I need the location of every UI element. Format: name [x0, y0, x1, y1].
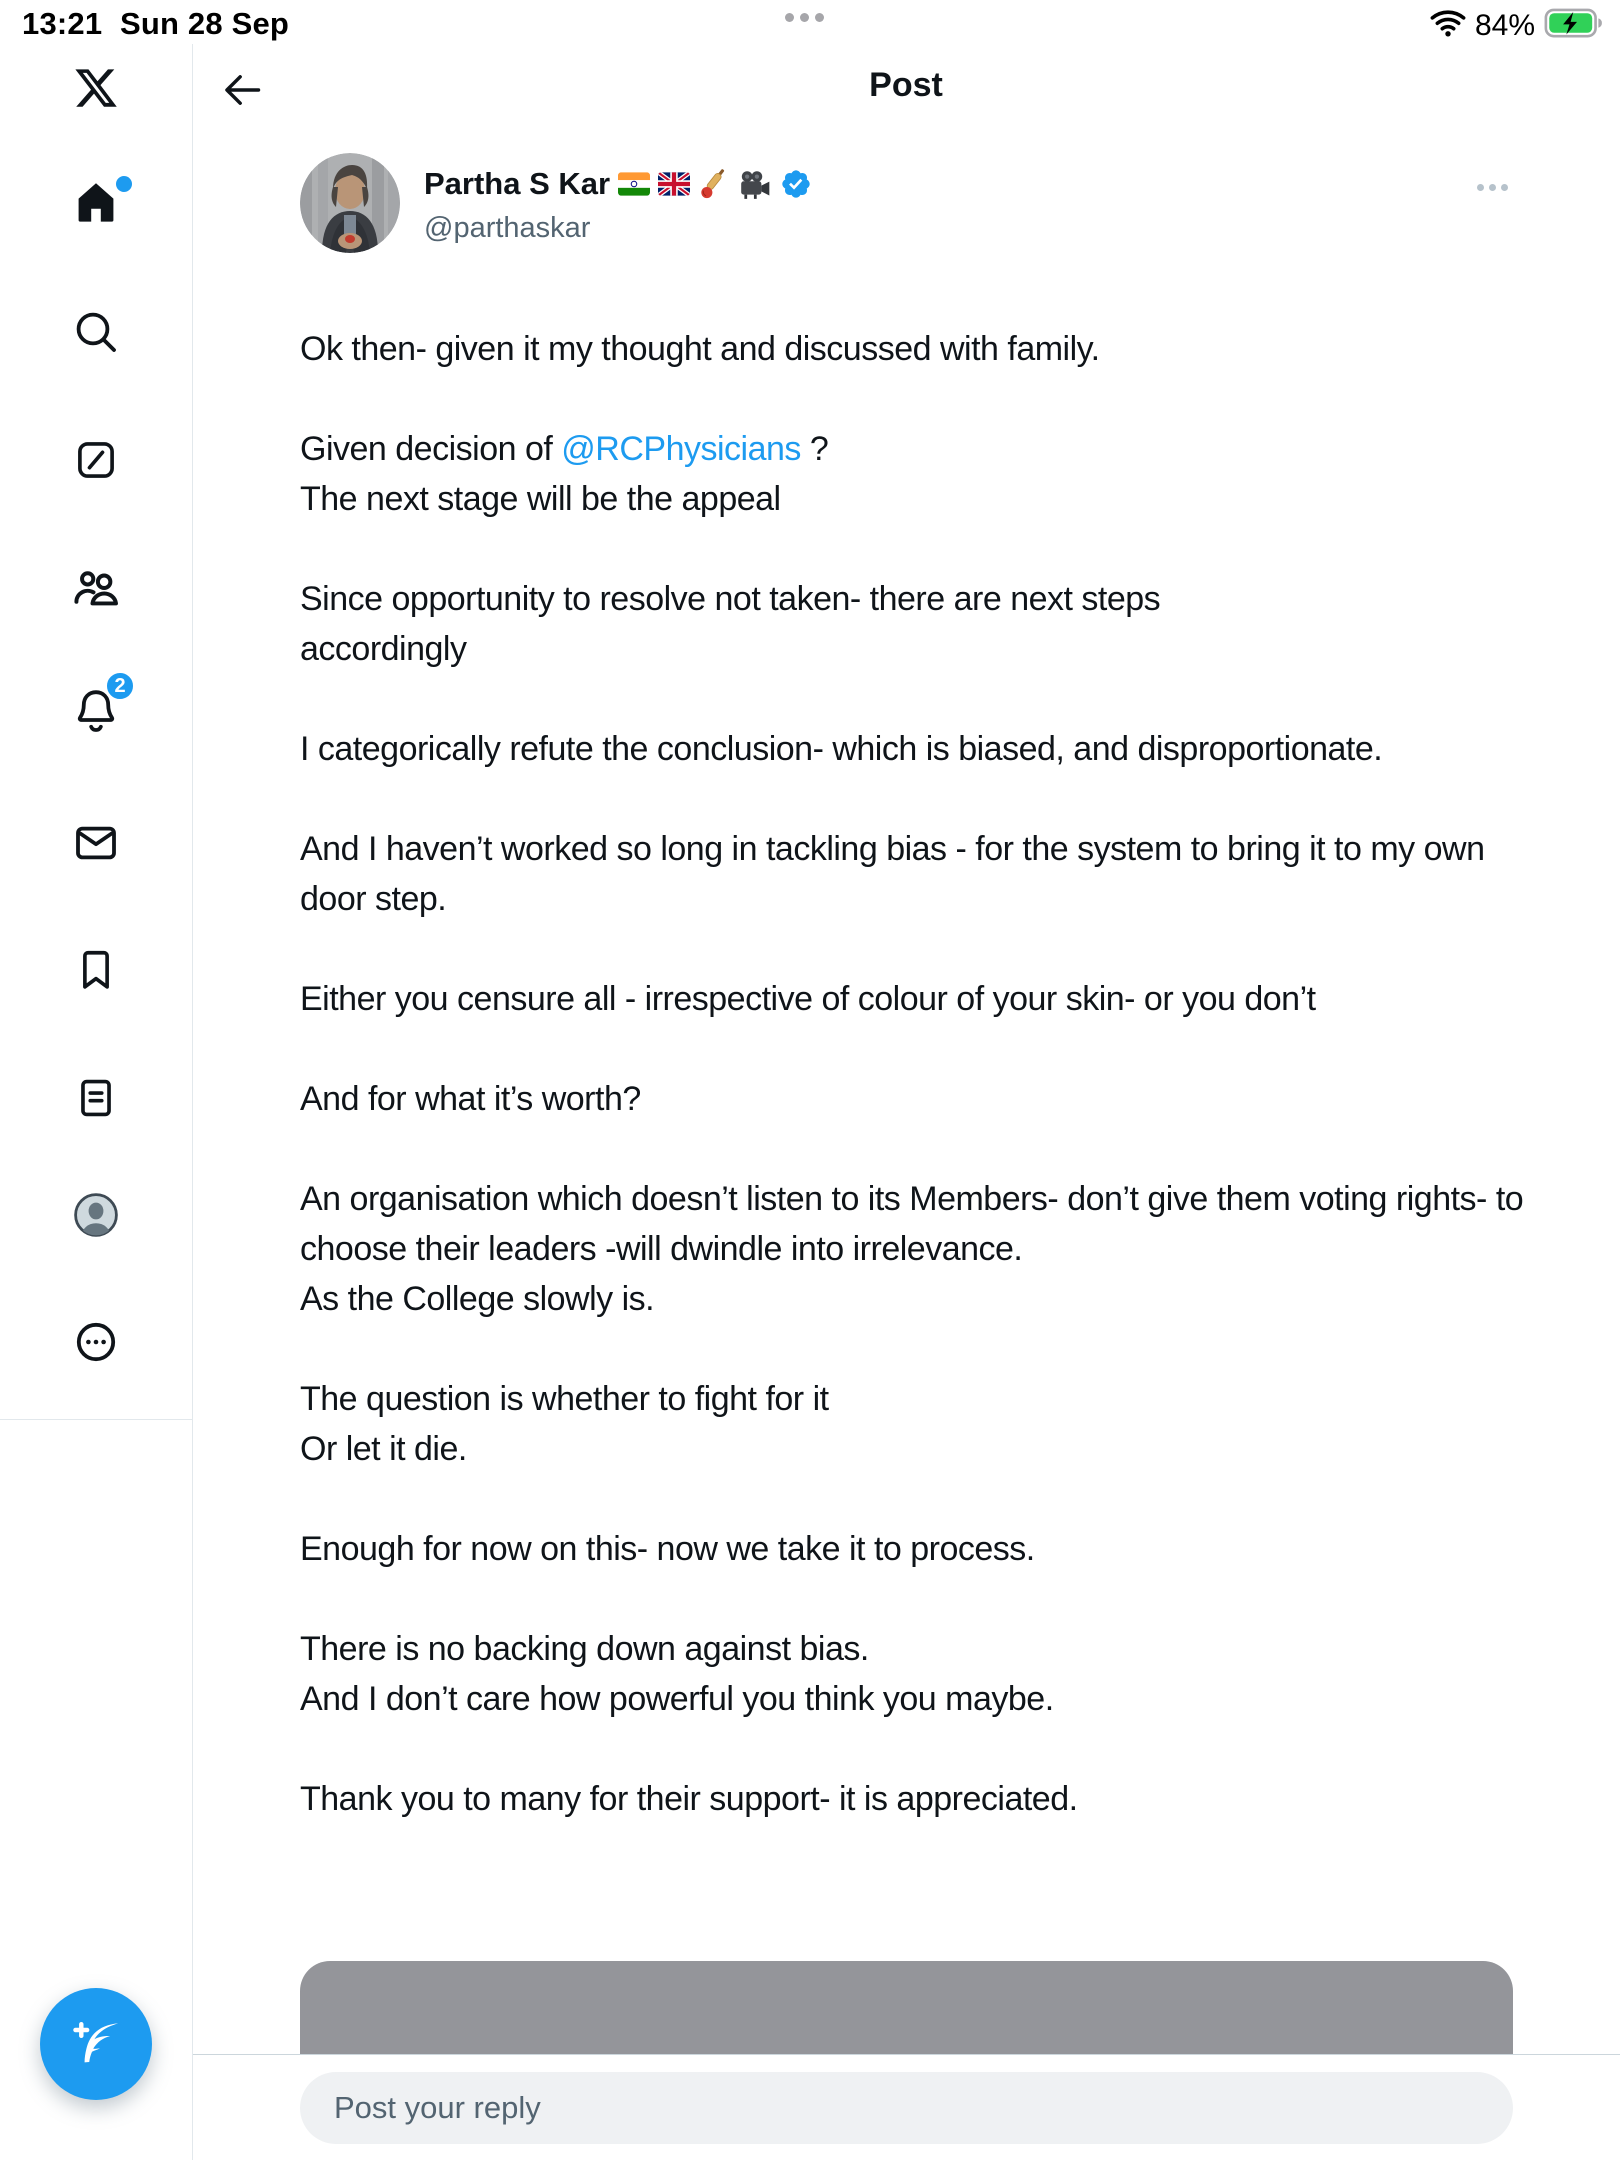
tweet-paragraph: There is no backing down against bias. And I don’t care how powerful you think you maybe. — [300, 1630, 1054, 1718]
notifications-badge: 2 — [104, 670, 136, 702]
sidebar-bottom-divider — [0, 1419, 192, 1420]
mention-link[interactable]: @RCPhysicians — [561, 430, 801, 468]
home-icon — [72, 178, 120, 226]
tweet-paragraph: And for what it’s worth? — [300, 1080, 641, 1118]
page-title: Post — [869, 66, 943, 104]
search-icon — [72, 308, 120, 356]
tweet-paragraph: Thank you to many for their support- it is appreciated. — [300, 1780, 1078, 1818]
tweet-paragraph: Either you censure all - irrespective of colour of your skin- or you don’t — [300, 980, 1316, 1018]
status-bar-right — [1430, 7, 1604, 44]
tweet-media-placeholder[interactable] — [300, 1961, 1513, 2054]
compose-button[interactable] — [40, 1988, 152, 2100]
sidebar-item-profile[interactable] — [64, 1183, 128, 1247]
india-flag-icon — [618, 172, 650, 196]
envelope-icon — [72, 819, 120, 867]
sidebar-item-messages[interactable] — [64, 811, 128, 875]
author-display-name[interactable]: Partha S Kar — [424, 166, 611, 201]
reply-bar-divider — [193, 2054, 1620, 2055]
grok-icon — [73, 437, 119, 483]
sidebar-item-notifications[interactable] — [64, 675, 128, 742]
clock-time: 13:21 — [22, 6, 103, 41]
tweet-body — [300, 324, 1528, 1824]
x-logo-icon[interactable] — [64, 56, 128, 120]
author-name-row — [424, 166, 812, 202]
sidebar-vertical-divider — [192, 44, 193, 2160]
status-bar-time-date — [22, 6, 289, 42]
communities-icon — [71, 563, 121, 613]
sidebar-item-lists[interactable] — [64, 1066, 128, 1130]
tweet-paragraph: I categorically refute the conclusion- which is biased, and disproportionate. — [300, 730, 1383, 768]
profile-icon — [72, 1191, 120, 1239]
tweet-paragraph: Enough for now on this- now we take it to process. — [300, 1530, 1035, 1568]
wifi-icon — [1430, 9, 1466, 42]
more-horizontal-icon — [1477, 184, 1484, 191]
sidebar-item-grok[interactable] — [64, 428, 128, 492]
sidebar-item-explore[interactable] — [64, 300, 128, 364]
tweet-more-button[interactable] — [1471, 178, 1514, 197]
battery-percent-label: 84% — [1474, 8, 1535, 42]
compose-feather-icon — [68, 2016, 124, 2072]
sidebar-item-home[interactable] — [64, 170, 128, 234]
reply-input[interactable] — [300, 2072, 1513, 2144]
uk-flag-icon — [658, 172, 690, 196]
author-avatar-photo[interactable] — [300, 153, 400, 253]
movie-camera-icon — [738, 168, 772, 200]
tweet-paragraph: The question is whether to fight for it Or let it die. — [300, 1380, 829, 1468]
more-circle-icon — [72, 1318, 120, 1366]
verified-badge-icon — [780, 168, 812, 200]
tweet-paragraph: Since opportunity to resolve not taken- there are next steps accordingly — [300, 580, 1161, 668]
battery-charging-icon — [1544, 7, 1604, 44]
home-unread-dot — [116, 176, 132, 192]
sidebar-item-bookmarks[interactable] — [64, 938, 128, 1002]
cricket-bat-ball-icon — [698, 168, 730, 200]
tweet-paragraph: And I haven’t worked so long in tackling bias - for the system to bring it to my own door step. — [300, 830, 1485, 918]
sidebar-item-communities[interactable] — [64, 556, 128, 620]
author-handle[interactable]: @parthaskar — [424, 212, 591, 244]
lists-icon — [73, 1075, 119, 1121]
date-label: Sun 28 Sep — [119, 6, 290, 41]
tweet-paragraph: Given decision of @RCPhysicians ? The next stage will be the appeal — [300, 430, 829, 518]
tweet-paragraph: Ok then- given it my thought and discussed with family. — [300, 330, 1100, 368]
bookmark-icon — [73, 947, 119, 993]
sidebar-item-more[interactable] — [64, 1310, 128, 1374]
reply-placeholder: Post your reply — [334, 2090, 541, 2125]
tweet-paragraph: An organisation which doesn’t listen to its Members- don’t give them voting rights- to choose their leaders -will dwindle into irrelevance. As the College slowly is. — [300, 1180, 1524, 1318]
multitask-handle-icon[interactable] — [785, 13, 824, 22]
